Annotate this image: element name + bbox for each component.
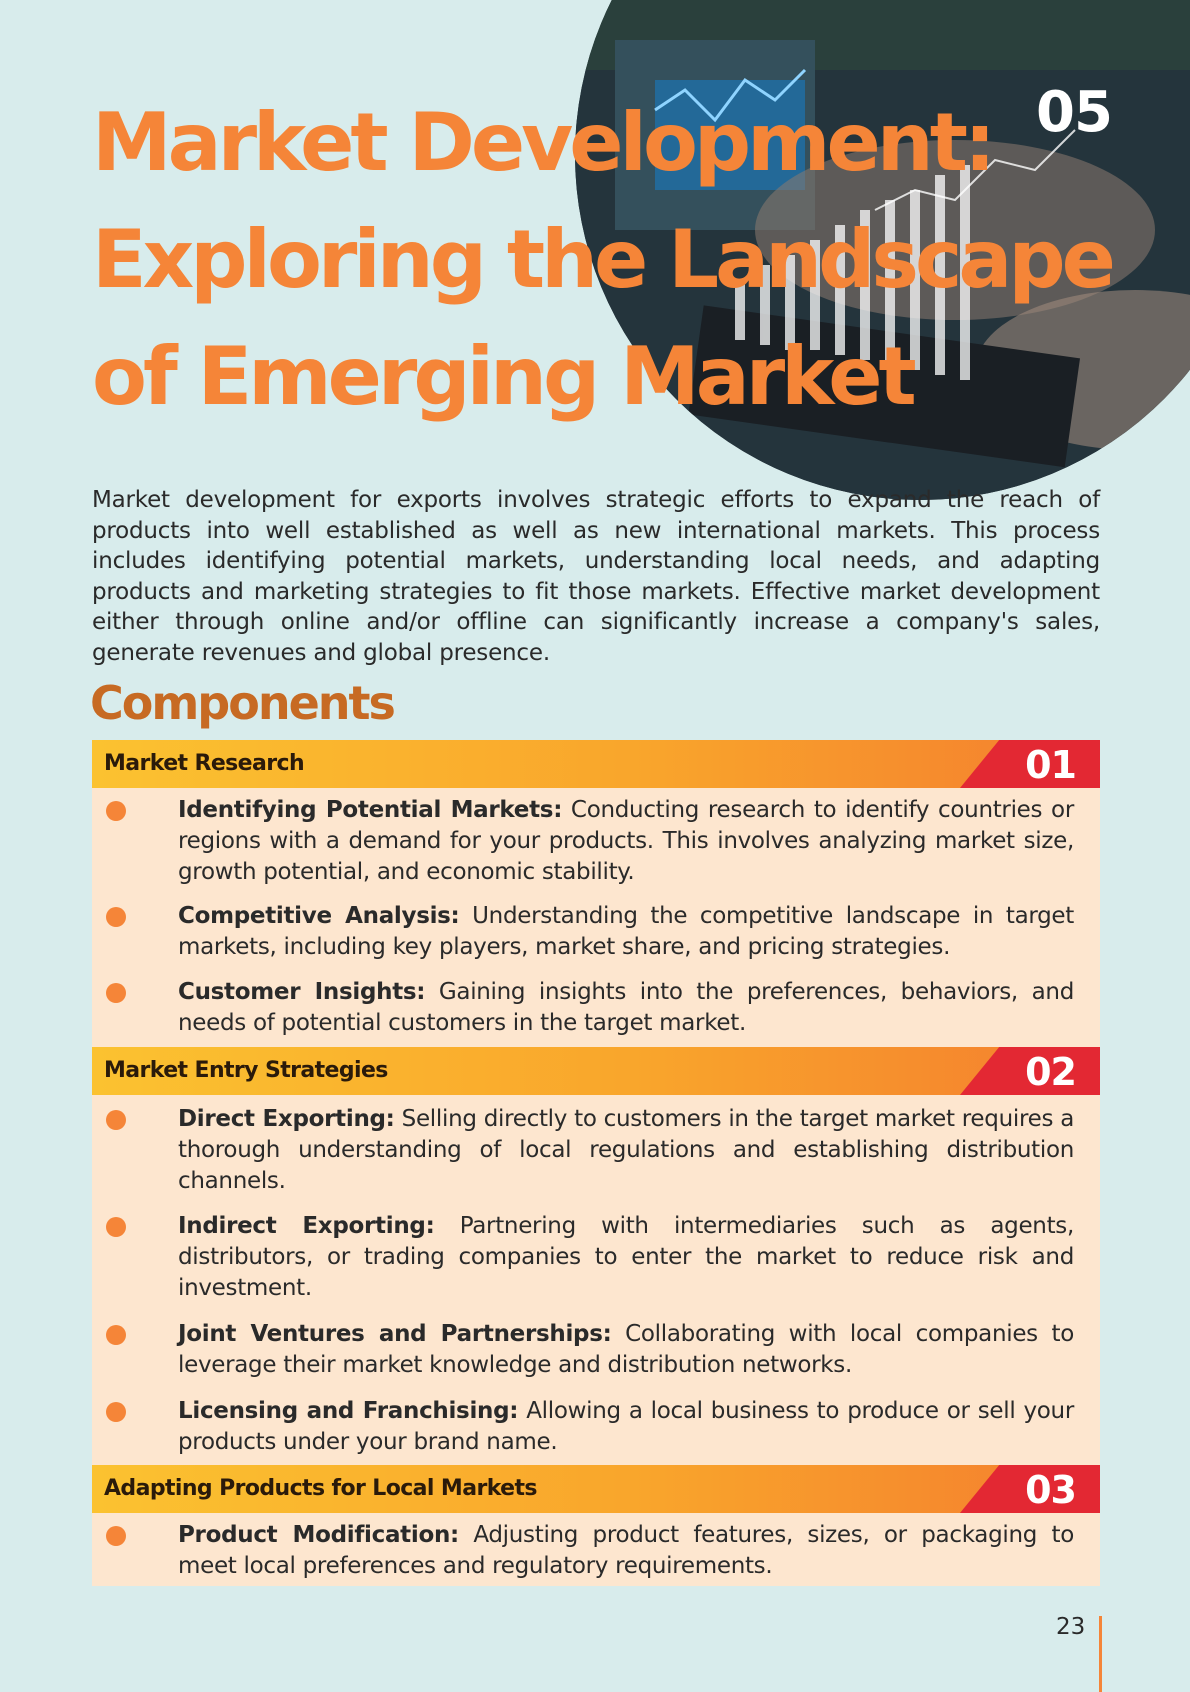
bullet-icon xyxy=(106,907,126,927)
page-title xyxy=(92,84,1112,435)
list-item xyxy=(178,1211,1074,1304)
components-heading: Components xyxy=(90,676,394,730)
section-number: 03 xyxy=(1025,1468,1076,1512)
section-number: 01 xyxy=(1025,743,1076,787)
list-item xyxy=(178,977,1074,1039)
item-text: Conducting research to identify countries or regions with a demand for your products. This involves analyzing market size, growth potential, and economic stability. xyxy=(178,797,1074,885)
item-text: Collaborating with local companies to leverage their market knowledge and distribution networks. xyxy=(178,1321,1074,1378)
item-term: Direct Exporting: xyxy=(178,1106,395,1132)
section-header-market-entry-strategies xyxy=(92,1047,1100,1095)
list-item xyxy=(178,1319,1074,1381)
title-line-3: of Emerging Market xyxy=(92,330,913,423)
intro-paragraph: Market development for exports involves strategic efforts to expand the reach of products into well established as well as new international markets. This process includes identifying potential markets, understanding local needs, and adapting products and marketing strategies to fit those markets. Effective market development either through online and/or offline can significantly increase a company's sales, generate revenues and global presence. xyxy=(92,487,1100,666)
list-item xyxy=(178,795,1074,888)
item-text: Adjusting product features, sizes, or packaging to meet local preferences and regulatory requirements. xyxy=(178,1522,1074,1579)
item-text: Selling directly to customers in the target market requires a thorough understanding of local regulations and establishing distribution channels. xyxy=(178,1106,1074,1194)
item-text: Allowing a local business to produce or sell your products under your brand name. xyxy=(178,1398,1074,1455)
list-item xyxy=(178,1520,1074,1582)
bullet-icon xyxy=(106,1110,126,1130)
list-item xyxy=(178,901,1074,963)
item-text: Partnering with intermediaries such as agents, distributors, or trading companies to enter the market to reduce risk and investment. xyxy=(178,1213,1074,1301)
item-term: Identifying Potential Markets: xyxy=(178,797,563,823)
item-term: Competitive Analysis: xyxy=(178,903,460,929)
bullet-icon xyxy=(106,1325,126,1345)
section-label: Market Research xyxy=(104,751,305,776)
item-term: Licensing and Franchising: xyxy=(178,1398,519,1424)
section-label: Market Entry Strategies xyxy=(104,1058,388,1083)
section-label: Adapting Products for Local Markets xyxy=(104,1476,537,1501)
section-header-adapting-products xyxy=(92,1465,1100,1513)
item-text: Gaining insights into the preferences, behaviors, and needs of potential customers in the target market. xyxy=(178,979,1074,1036)
bullet-icon xyxy=(106,1402,126,1422)
item-term: Product Modification: xyxy=(178,1522,459,1548)
title-line-1: Market Development: xyxy=(92,96,992,189)
section-number: 02 xyxy=(1025,1050,1076,1094)
item-term: Indirect Exporting: xyxy=(178,1213,435,1239)
bullet-icon xyxy=(106,1526,126,1546)
list-item xyxy=(178,1396,1074,1458)
chapter-number: 05 xyxy=(1036,80,1112,145)
item-term: Joint Ventures and Partnerships: xyxy=(178,1321,612,1347)
bullet-icon xyxy=(106,1217,126,1237)
section-header-market-research xyxy=(92,740,1100,788)
item-text: Understanding the competitive landscape in target markets, including key players, market share, and pricing strategies. xyxy=(178,903,1074,960)
list-item xyxy=(178,1104,1074,1197)
item-term: Customer Insights: xyxy=(178,979,426,1005)
components-panel xyxy=(92,740,1100,1586)
page-number: 23 xyxy=(1056,1614,1086,1640)
page-number-rule xyxy=(1099,1616,1102,1692)
bullet-icon xyxy=(106,801,126,821)
title-line-2: Exploring the Landscape xyxy=(92,213,1112,306)
bullet-icon xyxy=(106,983,126,1003)
